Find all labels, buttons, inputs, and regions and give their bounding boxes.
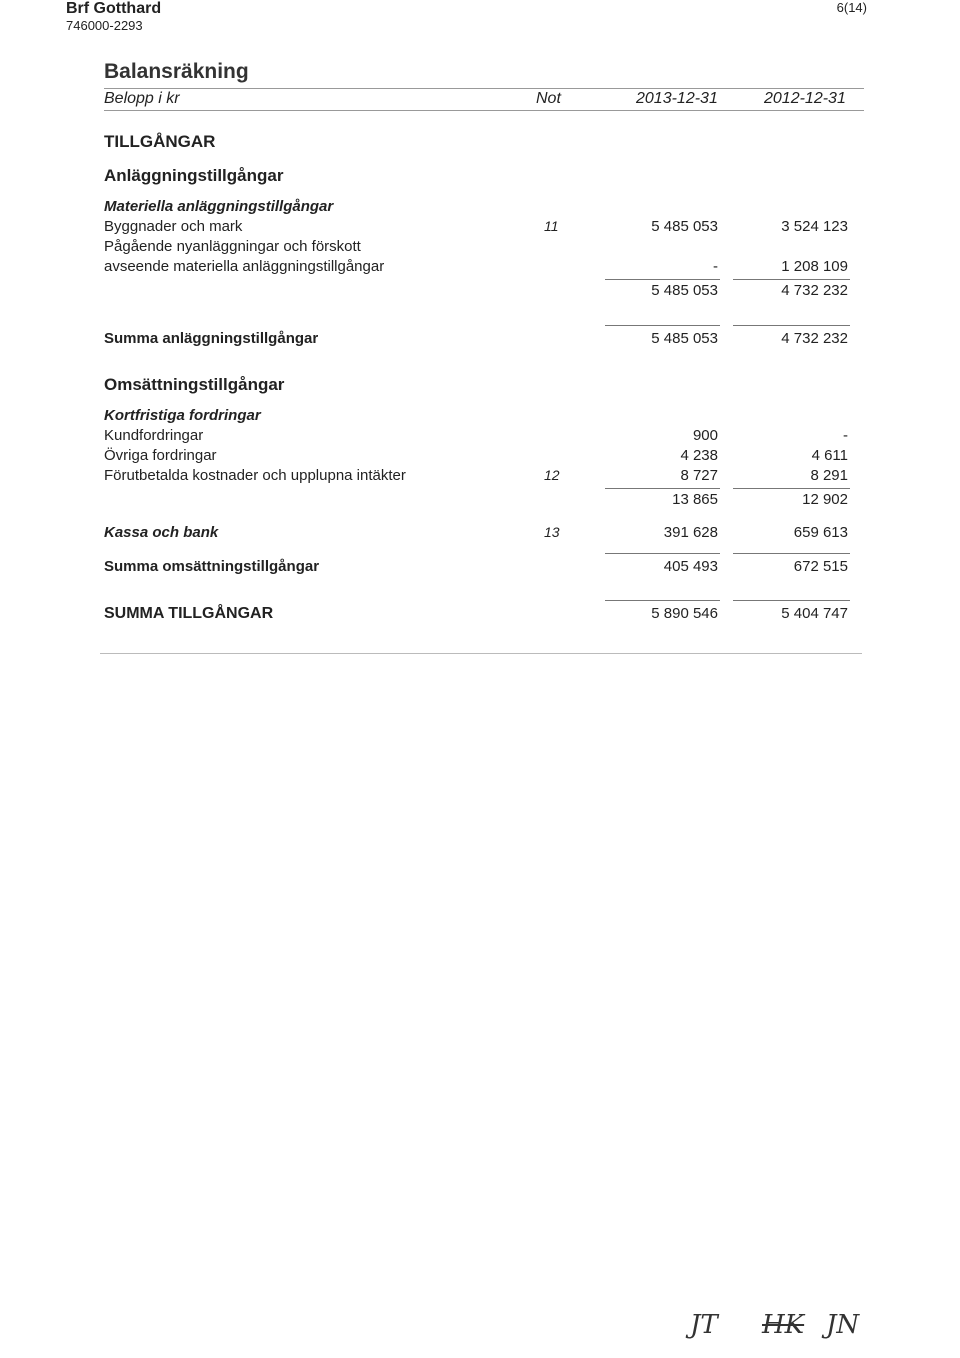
signature-hk: HK — [762, 1310, 805, 1340]
row-pagaende-1: Pågående nyanläggningar och förskott — [104, 238, 361, 255]
column-header-note: Not — [536, 90, 561, 107]
underline-kortfristiga-y1 — [605, 488, 720, 489]
page-title: Balansräkning — [104, 60, 249, 83]
row-summa-anlaggningstillgangar: Summa anläggningstillgångar 5 485 053 4 732 232 — [104, 330, 848, 347]
header-rule-top — [104, 88, 864, 89]
row-forutbetalda: Förutbetalda kostnader och upplupna intäkter 12 8 727 8 291 — [104, 467, 848, 484]
org-number: 746000-2293 — [66, 18, 143, 33]
underline-materiella-y1 — [605, 279, 720, 280]
subsection-materiella: Materiella anläggningstillgångar — [104, 198, 334, 215]
page-number: 6(14) — [836, 0, 867, 15]
header-rule-bottom — [104, 110, 864, 111]
underline-summa-oms-y1 — [605, 553, 720, 554]
row-pagaende-2: avseende materiella anläggningstillgångar - 1 208 109 — [104, 258, 848, 275]
row-summa-tillgangar: SUMMA TILLGÅNGAR 5 890 546 5 404 747 — [104, 605, 848, 622]
underline-summa-tillg-y2 — [733, 600, 850, 601]
underline-materiella-y2 — [733, 279, 850, 280]
section-anlaggningstillgangar: Anläggningstillgångar — [104, 166, 284, 185]
column-header-year2: 2012-12-31 — [764, 90, 846, 107]
footer-rule — [100, 653, 862, 654]
column-header-year1: 2013-12-31 — [636, 90, 718, 107]
underline-summa-anl-y1 — [605, 325, 720, 326]
underline-summa-oms-y2 — [733, 553, 850, 554]
underline-summa-tillg-y1 — [605, 600, 720, 601]
org-name: Brf Gotthard — [66, 0, 162, 17]
underline-summa-anl-y2 — [733, 325, 850, 326]
row-kortfristiga-sum: 13 865 12 902 — [672, 491, 848, 508]
signature-jt: JT — [690, 1310, 718, 1340]
row-kassa-och-bank: Kassa och bank 13 391 628 659 613 — [104, 524, 848, 541]
underline-kortfristiga-y2 — [733, 488, 850, 489]
row-byggnader: Byggnader och mark 11 5 485 053 3 524 123 — [104, 218, 848, 235]
column-header-label: Belopp i kr — [104, 90, 180, 107]
row-summa-omsattningstillgangar: Summa omsättningstillgångar 405 493 672 515 — [104, 558, 848, 575]
section-omsattningstillgangar: Omsättningstillgångar — [104, 375, 285, 394]
signature-jn: JN — [826, 1310, 860, 1340]
row-kundfordringar: Kundfordringar 900 - — [104, 427, 848, 444]
subsection-kortfristiga: Kortfristiga fordringar — [104, 407, 261, 424]
row-materiella-sum: 5 485 053 4 732 232 — [651, 282, 848, 299]
section-tillgangar: TILLGÅNGAR — [104, 132, 216, 151]
row-ovriga-fordringar: Övriga fordringar 4 238 4 611 — [104, 447, 848, 464]
